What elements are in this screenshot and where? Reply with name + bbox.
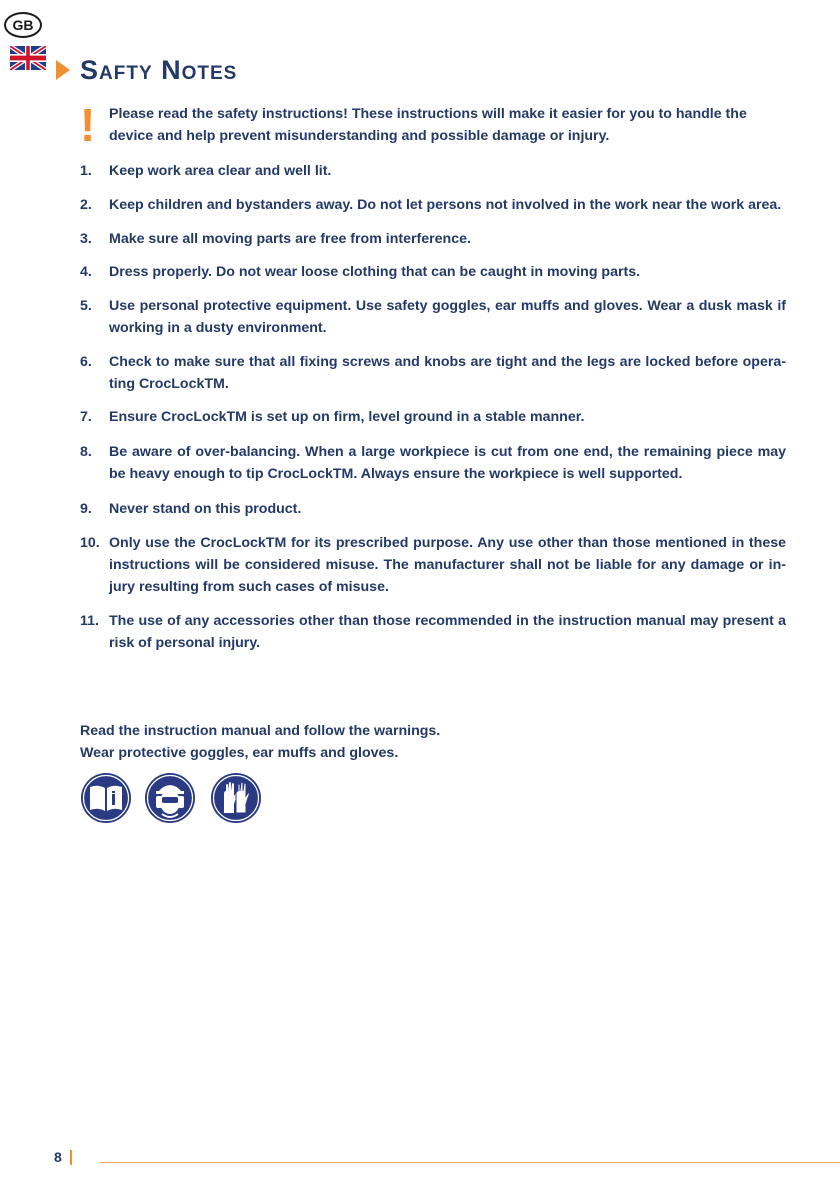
note-number: 4. xyxy=(80,264,92,280)
note-text: Be aware of over-balancing. When a large workpiece is cut from one end, the remaining piece may be heavy enough to tip CrocLockTM. Always ensure the workpiece is well supported. xyxy=(109,444,786,482)
footer-rule xyxy=(100,1162,840,1163)
page-number: 8 xyxy=(54,1149,62,1165)
intro-text: Please read the safety instructions! These instructions will make it easier for you to handle the device and help prevent misunderstanding and possible damage or injury. xyxy=(109,106,747,144)
note-number: 2. xyxy=(80,197,92,213)
note-number: 1. xyxy=(80,163,92,179)
note-number: 3. xyxy=(80,231,92,247)
note-number: 11. xyxy=(80,613,99,629)
ear-eye-protection-icon xyxy=(144,772,196,824)
uk-flag-icon xyxy=(10,46,46,70)
note-text: Check to make sure that all fixing screws and knobs are tight and the legs are locked before opera-ting CrocLockTM. xyxy=(109,354,786,392)
read-manual-icon xyxy=(80,772,132,824)
note-number: 5. xyxy=(80,298,92,314)
note-text: Use personal protective equipment. Use safety goggles, ear muffs and gloves. Wear a dusk mask if working in a dusty environment. xyxy=(109,298,786,336)
page-number-divider xyxy=(70,1150,72,1165)
country-code-badge: GB xyxy=(4,12,42,38)
read-note-line-2: Wear protective goggles, ear muffs and gloves. xyxy=(80,745,399,761)
note-text: Keep work area clear and well lit. xyxy=(109,163,332,179)
page-title: Safty Notes xyxy=(80,55,238,85)
note-number: 9. xyxy=(80,501,92,517)
note-number: 6. xyxy=(80,354,92,370)
note-text: The use of any accessories other than those recommended in the instruction manual may present a risk of personal injury. xyxy=(109,613,786,651)
note-text: Only use the CrocLockTM for its prescribed purpose. Any use other than those mentioned in these instructions will be considered misuse. The manufacturer shall not be liable for any damage or in-jury resulting from such cases of misuse. xyxy=(109,535,786,595)
note-text: Keep children and bystanders away. Do not let persons not involved in the work near the work area. xyxy=(109,197,782,213)
note-number: 7. xyxy=(80,409,92,425)
note-text: Ensure CrocLockTM is set up on firm, level ground in a stable manner. xyxy=(109,409,585,425)
note-text: Dress properly. Do not wear loose clothing that can be caught in moving parts. xyxy=(109,264,641,280)
title-arrow-icon xyxy=(56,60,70,80)
note-number: 8. xyxy=(80,444,92,460)
read-manual-note xyxy=(80,720,440,764)
gloves-icon xyxy=(210,772,262,824)
note-text: Make sure all moving parts are free from interference. xyxy=(109,231,471,247)
warning-exclamation-icon: ! xyxy=(80,99,96,151)
note-text: Never stand on this product. xyxy=(109,501,302,517)
read-note-line-1: Read the instruction manual and follow the warnings. xyxy=(80,723,441,739)
note-number: 10. xyxy=(80,535,100,551)
